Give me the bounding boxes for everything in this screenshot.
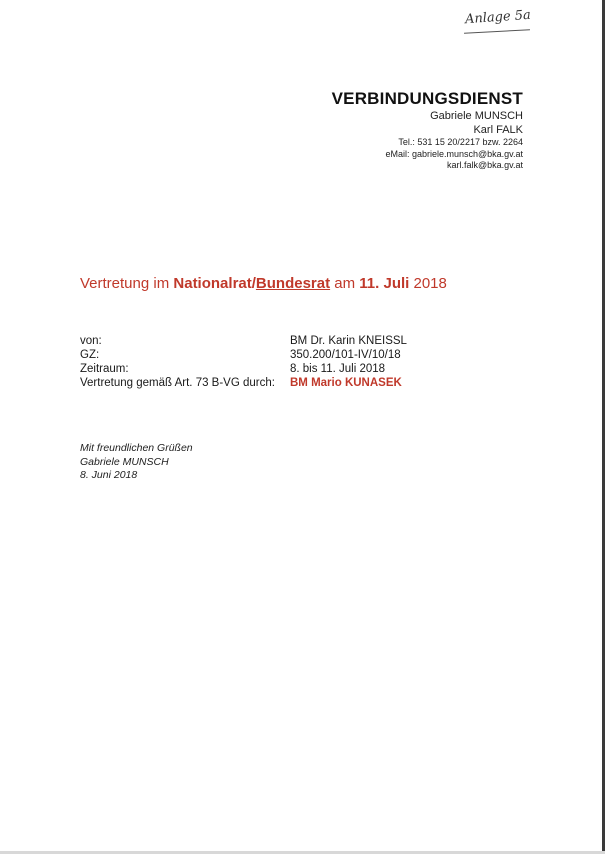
info-value: 350.200/101-IV/10/18 [290, 349, 401, 361]
closing-block [80, 442, 193, 483]
info-label: Zeitraum: [80, 363, 129, 375]
info-label: Vertretung gemäß Art. 73 B-VG durch: [80, 377, 275, 389]
info-label: GZ: [80, 349, 100, 361]
subject-text: Vertretung im [80, 275, 174, 292]
signatory-name: Gabriele MUNSCH [80, 455, 169, 468]
contact-name: Gabriele MUNSCH [430, 110, 523, 122]
subject-bundesrat: Bundesrat [255, 275, 331, 292]
handwritten-underline [464, 29, 530, 33]
info-value: 8. bis 11. Juli 2018 [290, 363, 386, 375]
greeting: Mit freundlichen Grüßen [80, 442, 193, 454]
phone-line: Tel.: 531 15 20/2217 bzw. 2264 [398, 137, 523, 147]
info-value: BM Dr. Karin KNEISSL [290, 335, 407, 347]
department-title: VERBINDUNGSDIENST [331, 89, 523, 108]
email-line: eMail: gabriele.munsch@bka.gv.at [385, 148, 523, 159]
representative-name: BM Mario KUNASEK [290, 377, 402, 389]
subject-year: 2018 [409, 275, 447, 292]
subject-date: 11. Juli [359, 275, 410, 292]
info-label: von: [80, 335, 102, 347]
letterhead [332, 89, 523, 172]
email-line: karl.falk@bka.gv.at [447, 160, 523, 170]
contact-name: Karl FALK [473, 124, 523, 136]
subject-nationalrat: Nationalrat/ [173, 275, 256, 292]
subject-line [80, 275, 447, 292]
handwritten-annotation: Anlage 5a [464, 7, 532, 28]
subject-text: am [330, 275, 360, 292]
letter-date: 8. Juni 2018 [80, 469, 138, 481]
